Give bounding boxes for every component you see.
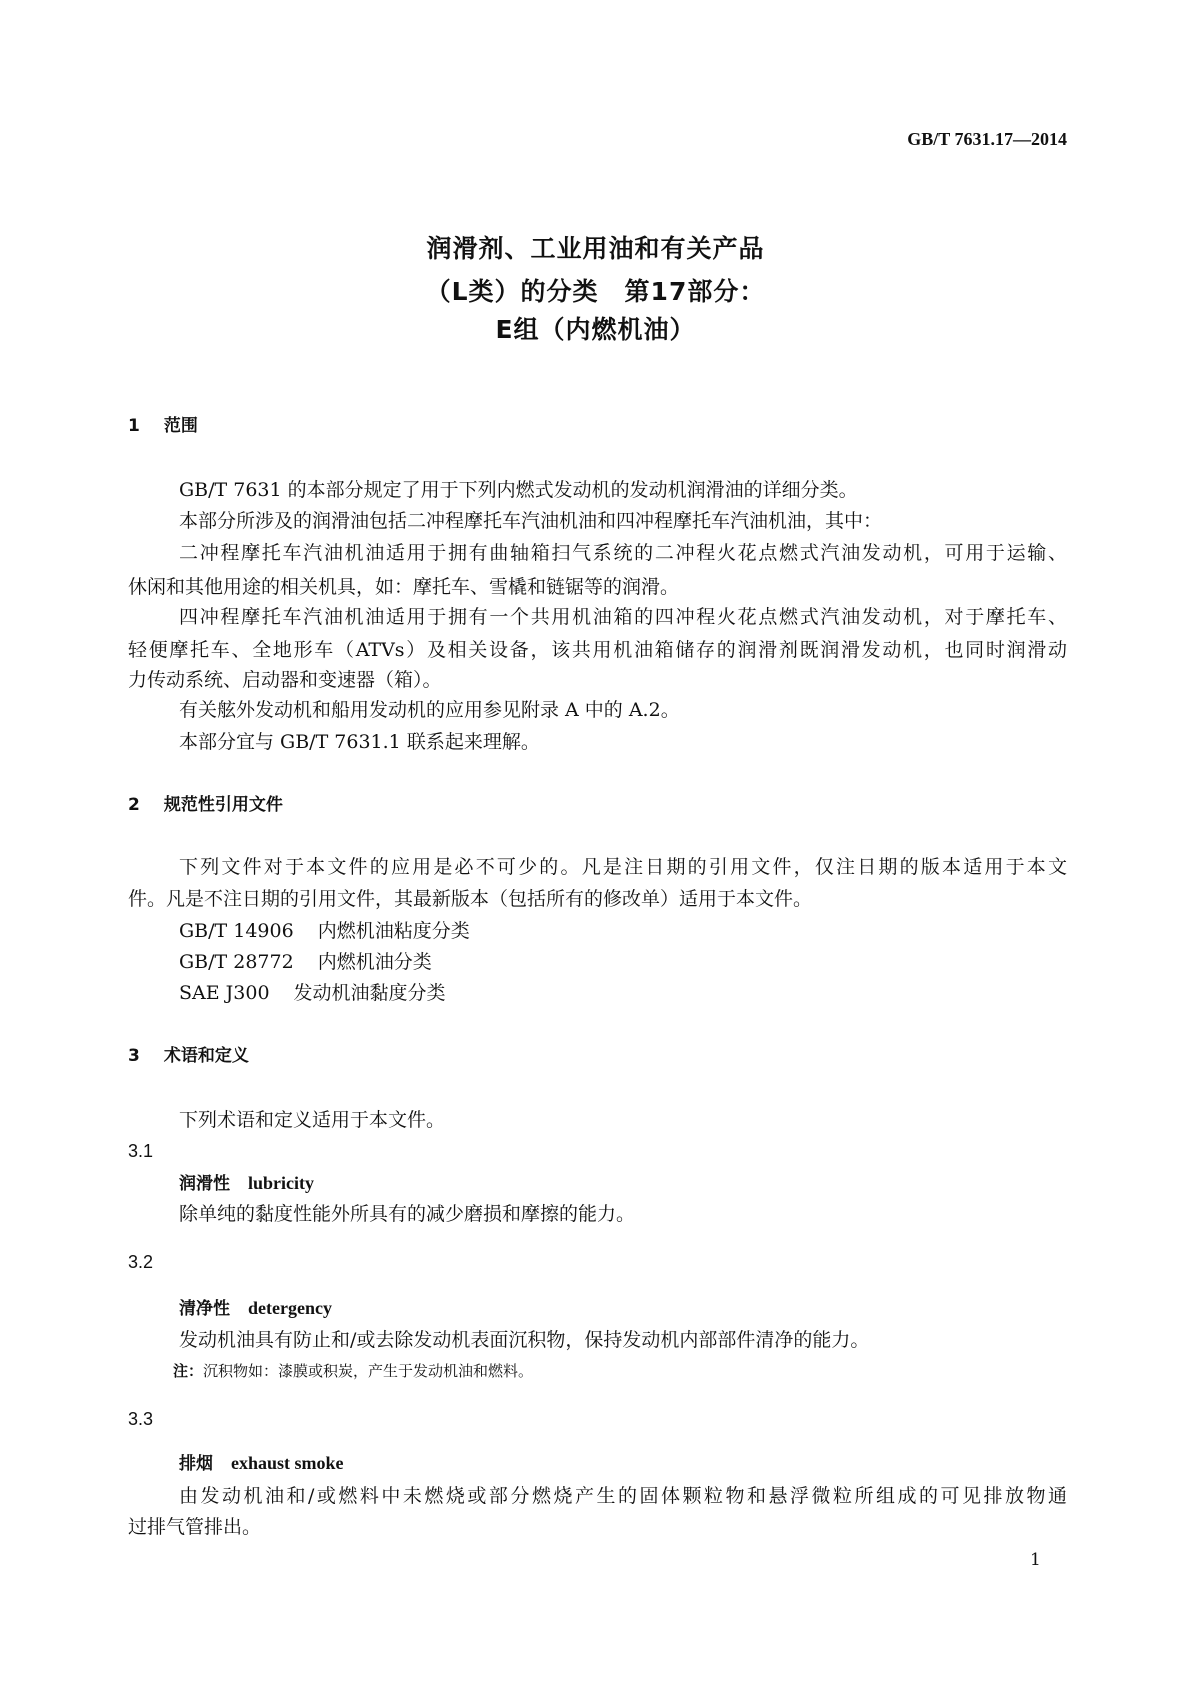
paragraph-line: 本部分宜与 GB/T 7631.1 联系起来理解。 xyxy=(179,731,540,753)
page-number: 1 xyxy=(1030,1550,1041,1570)
standard-number: GB/T 7631.17—2014 xyxy=(907,129,1067,149)
paragraph-line: 力传动系统、启动器和变速器（箱）。 xyxy=(128,669,442,691)
paragraph-line: 轻便摩托车、全地形车（ATVs）及相关设备，该共用机油箱储存的润滑剂既润滑发动机，也同时润滑动 xyxy=(128,639,1067,661)
term-en: lubricity xyxy=(248,1173,314,1193)
section-heading-scope xyxy=(128,414,198,438)
section-number: 1 xyxy=(128,416,140,436)
section-heading-normative-references xyxy=(128,793,283,817)
term-en: detergency xyxy=(248,1298,332,1318)
reference-code: SAE J300 xyxy=(179,982,270,1004)
paragraph-line: 下列文件对于本文件的应用是必不可少的。凡是注日期的引用文件，仅注日期的版本适用于本文 xyxy=(179,856,1067,878)
reference-item xyxy=(179,981,446,1005)
section-title: 术语和定义 xyxy=(163,1046,249,1066)
reference-code: GB/T 14906 xyxy=(179,920,294,942)
reference-title: 发动机油黏度分类 xyxy=(293,982,446,1004)
term-definition: 过排气管排出。 xyxy=(128,1516,262,1538)
term-en: exhaust smoke xyxy=(231,1453,344,1473)
note-text: 沉积物如：漆膜或积炭，产生于发动机油和燃料。 xyxy=(203,1362,534,1380)
reference-title: 内燃机油粘度分类 xyxy=(317,920,470,942)
term-heading xyxy=(179,1451,344,1476)
paragraph-line: 二冲程摩托车汽油机油适用于拥有曲轴箱扫气系统的二冲程火花点燃式汽油发动机，可用于运输、 xyxy=(179,542,1067,564)
reference-code: GB/T 28772 xyxy=(179,951,294,973)
reference-item xyxy=(179,950,432,974)
paragraph-line: 四冲程摩托车汽油机油适用于拥有一个共用机油箱的四冲程火花点燃式汽油发动机，对于摩托车、 xyxy=(179,606,1067,628)
term-zh: 排烟 xyxy=(179,1454,213,1474)
section-number: 3 xyxy=(128,1046,140,1066)
paragraph-line: 本部分所涉及的润滑油包括二冲程摩托车汽油机油和四冲程摩托车汽油机油，其中： xyxy=(179,510,883,532)
section-title: 范围 xyxy=(163,416,198,436)
term-zh: 清净性 xyxy=(179,1299,230,1319)
term-heading xyxy=(179,1171,314,1196)
paragraph-line: 休闲和其他用途的相关机具，如：摩托车、雪橇和链锯等的润滑。 xyxy=(128,576,680,598)
section-title: 规范性引用文件 xyxy=(163,795,283,815)
section-heading-terms xyxy=(128,1044,249,1068)
paragraph-line: 件。凡是不注日期的引用文件，其最新版本（包括所有的修改单）适用于本文件。 xyxy=(128,888,813,910)
paragraph-line: 有关舷外发动机和船用发动机的应用参见附录 A 中的 A.2。 xyxy=(179,699,680,721)
reference-title: 内燃机油分类 xyxy=(317,951,432,973)
term-definition: 由发动机油和/或燃料中未燃烧或部分燃烧产生的固体颗粒物和悬浮微粒所组成的可见排放物通 xyxy=(179,1485,1067,1507)
paragraph-line: 下列术语和定义适用于本文件。 xyxy=(179,1109,446,1131)
document-title-line3: E组（内燃机油） xyxy=(495,315,696,344)
note-label: 注： xyxy=(173,1362,204,1380)
term-definition: 除单纯的黏度性能外所具有的减少磨损和摩擦的能力。 xyxy=(179,1203,636,1225)
term-definition: 发动机油具有防止和/或去除发动机表面沉积物，保持发动机内部部件清净的能力。 xyxy=(179,1329,870,1351)
term-number: 3.3 xyxy=(128,1409,154,1429)
paragraph-line: GB/T 7631 的本部分规定了用于下列内燃式发动机的发动机润滑油的详细分类。 xyxy=(179,479,858,501)
reference-item xyxy=(179,919,470,943)
document-title-line1: 润滑剂、工业用油和有关产品 xyxy=(426,234,765,263)
term-note xyxy=(173,1359,533,1383)
term-number: 3.2 xyxy=(128,1252,154,1272)
term-heading xyxy=(179,1296,332,1321)
term-number: 3.1 xyxy=(128,1141,154,1161)
document-title-line2: （L类）的分类 第17部分： xyxy=(425,277,766,306)
term-zh: 润滑性 xyxy=(179,1174,230,1194)
section-number: 2 xyxy=(128,795,140,815)
